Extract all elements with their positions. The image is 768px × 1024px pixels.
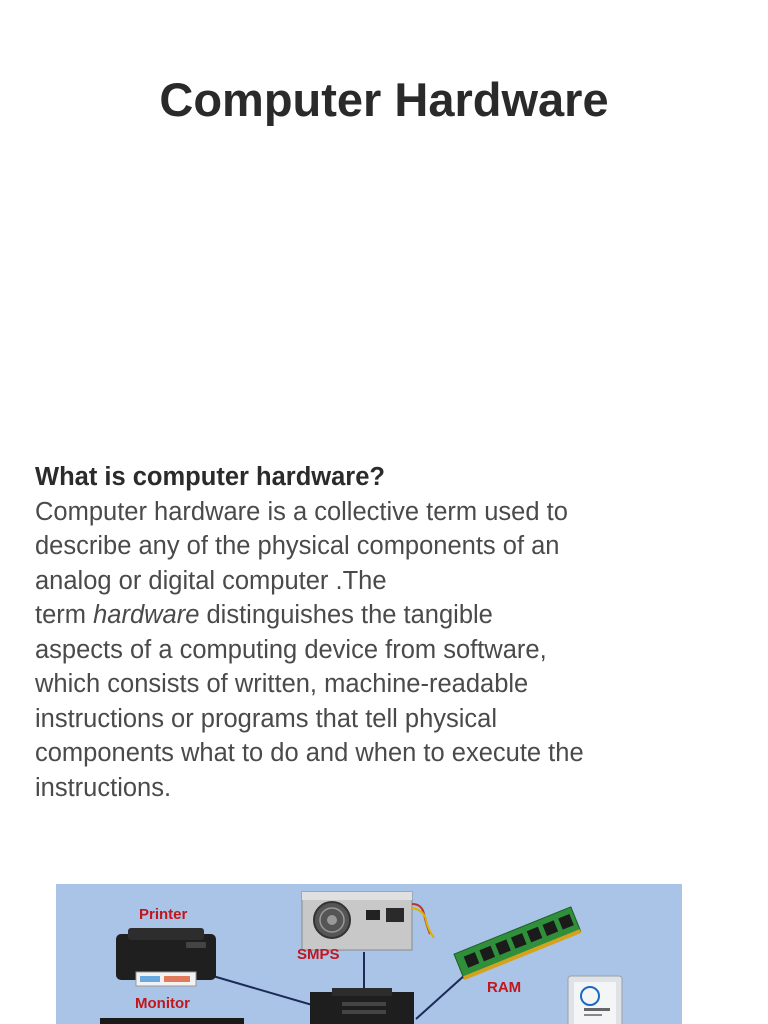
monitor-icon bbox=[100, 1018, 244, 1024]
connector-line bbox=[416, 974, 466, 1019]
paragraph-line: which consists of written, machine-readable bbox=[35, 670, 529, 698]
cpu-processor-icon bbox=[568, 976, 622, 1024]
paragraph-line: describe any of the physical components of an bbox=[35, 532, 560, 560]
connector-line bbox=[206, 974, 326, 1009]
emphasized-term: hardware bbox=[93, 601, 200, 629]
smps-power-supply-icon bbox=[302, 892, 434, 950]
paragraph-text: term bbox=[35, 601, 94, 629]
paragraph-line: aspects of a computing device from software, bbox=[35, 635, 547, 664]
ram-label: RAM bbox=[487, 979, 522, 996]
paragraph-line: instructions or programs that tell physical bbox=[35, 704, 498, 733]
description-paragraph bbox=[35, 495, 735, 806]
paragraph-line: Computer hardware is a collective term used to bbox=[35, 497, 568, 526]
paragraph-line: components what to do and when to execute the bbox=[35, 739, 584, 767]
printer-icon bbox=[116, 928, 216, 986]
hardware-components-diagram bbox=[56, 884, 682, 1024]
paragraph-text: distinguishes the tangible bbox=[199, 601, 493, 629]
smps-label: SMPS bbox=[297, 946, 340, 963]
paragraph-line bbox=[35, 598, 735, 633]
monitor-label: Monitor bbox=[135, 995, 190, 1012]
hardware-description-section bbox=[35, 460, 735, 805]
section-heading: What is computer hardware? bbox=[35, 463, 385, 491]
ram-module-icon bbox=[454, 907, 581, 980]
page-title: Computer Hardware bbox=[159, 73, 609, 126]
paragraph-line: instructions. bbox=[35, 773, 172, 802]
printer-label: Printer bbox=[139, 906, 188, 923]
cpu-cabinet-icon bbox=[310, 988, 414, 1024]
paragraph-line: analog or digital computer .The bbox=[35, 566, 387, 595]
